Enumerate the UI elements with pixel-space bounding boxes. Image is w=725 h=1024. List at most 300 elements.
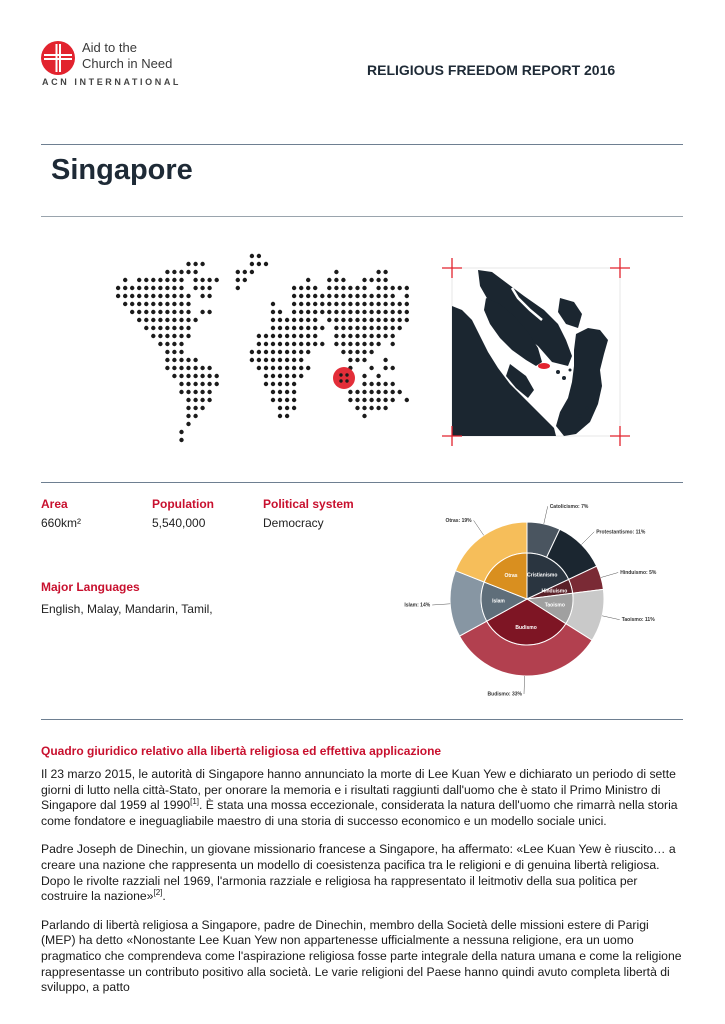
map-dot — [313, 310, 317, 314]
map-dot — [355, 286, 359, 290]
map-dot — [172, 302, 176, 306]
religion-chart — [395, 495, 665, 700]
leader-line — [432, 604, 450, 605]
map-dot — [391, 390, 395, 394]
map-dot — [292, 350, 296, 354]
map-dot — [369, 302, 373, 306]
map-dot — [355, 350, 359, 354]
map-dot — [391, 286, 395, 290]
map-dot — [172, 286, 176, 290]
map-dot — [179, 374, 183, 378]
map-dot — [200, 390, 204, 394]
map-dot — [186, 310, 190, 314]
regional-map — [440, 258, 630, 446]
map-dot — [186, 390, 190, 394]
map-dot — [383, 406, 387, 410]
map-dot — [158, 278, 162, 282]
map-dot — [151, 310, 155, 314]
map-dot — [376, 390, 380, 394]
map-dot — [236, 270, 240, 274]
map-dot — [376, 406, 380, 410]
map-dot — [250, 270, 254, 274]
map-dot — [398, 326, 402, 330]
map-dot — [376, 286, 380, 290]
map-dot — [179, 302, 183, 306]
map-dot — [278, 318, 282, 322]
map-dot — [200, 406, 204, 410]
map-dot — [306, 302, 310, 306]
map-dot — [278, 342, 282, 346]
map-dot — [299, 366, 303, 370]
map-dot — [193, 398, 197, 402]
area-label: Area — [41, 497, 68, 511]
map-dot — [369, 278, 373, 282]
map-dot — [172, 342, 176, 346]
map-dot — [207, 278, 211, 282]
map-dot — [383, 382, 387, 386]
map-dot — [369, 334, 373, 338]
map-dot — [172, 270, 176, 274]
map-dot — [193, 278, 197, 282]
map-dot — [179, 358, 183, 362]
map-dot — [391, 334, 395, 338]
map-dot — [158, 294, 162, 298]
map-dot — [362, 398, 366, 402]
map-dot — [376, 382, 380, 386]
map-dot — [158, 326, 162, 330]
map-dot — [398, 302, 402, 306]
map-dot — [186, 398, 190, 402]
map-dot — [278, 310, 282, 314]
map-dot — [250, 262, 254, 266]
map-dot — [165, 294, 169, 298]
map-dot — [369, 294, 373, 298]
map-dot — [327, 302, 331, 306]
map-dot — [299, 334, 303, 338]
map-dot — [405, 310, 409, 314]
map-dot — [158, 310, 162, 314]
map-dot — [376, 374, 380, 378]
map-dot — [207, 286, 211, 290]
map-dot — [172, 318, 176, 322]
map-dot — [362, 382, 366, 386]
map-dot — [271, 350, 275, 354]
map-dot — [179, 334, 183, 338]
page-title: Singapore — [51, 154, 193, 186]
map-dot — [278, 414, 282, 418]
inner-label-budismo: Budismo — [515, 625, 537, 631]
map-dot — [369, 310, 373, 314]
map-dot — [306, 294, 310, 298]
map-dot — [362, 294, 366, 298]
inner-label-islam: Islam — [492, 598, 505, 605]
map-dot — [391, 342, 395, 346]
map-dot — [320, 302, 324, 306]
map-dot — [186, 406, 190, 410]
map-dot — [405, 294, 409, 298]
inner-label-otras: Otras — [504, 572, 518, 579]
map-dot — [313, 302, 317, 306]
map-dot — [391, 302, 395, 306]
map-dot — [186, 334, 190, 338]
map-dot — [362, 374, 366, 378]
section-heading: Quadro giuridico relativo alla libertà religiosa ed effettiva applicazione — [41, 744, 442, 758]
map-dot — [165, 350, 169, 354]
map-dot — [165, 326, 169, 330]
map-dot — [299, 310, 303, 314]
world-map — [85, 250, 415, 445]
map-dot — [398, 318, 402, 322]
map-dot — [341, 318, 345, 322]
map-dot — [165, 334, 169, 338]
map-dot — [369, 398, 373, 402]
map-dot — [398, 390, 402, 394]
map-dot — [186, 302, 190, 306]
map-dot — [285, 390, 289, 394]
political-system-label: Political system — [263, 497, 354, 511]
map-dot — [144, 294, 148, 298]
map-dot — [278, 358, 282, 362]
divider-chart — [41, 719, 683, 720]
map-dot — [137, 278, 141, 282]
map-dot — [151, 286, 155, 290]
map-dot — [250, 358, 254, 362]
map-dot — [313, 294, 317, 298]
map-dot — [362, 286, 366, 290]
map-dot — [383, 278, 387, 282]
map-dot — [285, 414, 289, 418]
map-dot — [257, 342, 261, 346]
map-dot — [299, 342, 303, 346]
map-dot — [327, 294, 331, 298]
map-dot — [334, 334, 338, 338]
body-text — [41, 767, 686, 1009]
map-dot — [165, 342, 169, 346]
map-dot — [355, 318, 359, 322]
map-dot — [271, 390, 275, 394]
map-dot — [391, 326, 395, 330]
map-dot — [285, 350, 289, 354]
map-dot — [264, 366, 268, 370]
map-dot — [200, 262, 204, 266]
map-dot — [257, 366, 261, 370]
map-dot — [348, 334, 352, 338]
divider-maps — [41, 482, 683, 483]
map-dot — [320, 342, 324, 346]
map-dot — [172, 358, 176, 362]
map-dot — [186, 366, 190, 370]
map-dot — [236, 278, 240, 282]
map-dot — [376, 310, 380, 314]
map-dot — [341, 310, 345, 314]
map-dot — [313, 286, 317, 290]
map-dot — [186, 382, 190, 386]
map-dot — [348, 318, 352, 322]
map-dot — [383, 318, 387, 322]
map-dot — [179, 286, 183, 290]
map-dot — [327, 278, 331, 282]
map-dot — [369, 318, 373, 322]
map-dot — [179, 326, 183, 330]
map-dot — [144, 286, 148, 290]
logo-line-2: Church in Need — [82, 56, 173, 71]
map-dot — [369, 350, 373, 354]
map-dot — [383, 310, 387, 314]
map-dot — [172, 310, 176, 314]
map-dot — [376, 334, 380, 338]
map-dot — [348, 310, 352, 314]
map-dot — [193, 286, 197, 290]
map-dot — [334, 270, 338, 274]
map-dot — [306, 278, 310, 282]
map-dot — [383, 286, 387, 290]
map-dot — [341, 278, 345, 282]
map-dot — [158, 334, 162, 338]
map-dot — [341, 342, 345, 346]
map-dot — [306, 286, 310, 290]
population-label: Population — [152, 497, 214, 511]
map-dot — [257, 350, 261, 354]
map-dot — [383, 390, 387, 394]
map-dot — [355, 342, 359, 346]
map-dot — [391, 366, 395, 370]
map-dot — [278, 374, 282, 378]
map-dot — [186, 318, 190, 322]
map-dot — [341, 326, 345, 330]
map-dot — [285, 334, 289, 338]
map-dot — [207, 398, 211, 402]
footnote-ref-2[interactable]: [2] — [153, 888, 163, 898]
map-dot — [292, 358, 296, 362]
map-dot — [362, 326, 366, 330]
map-dot — [116, 294, 120, 298]
map-dot — [165, 358, 169, 362]
map-dot — [193, 262, 197, 266]
map-dot — [179, 350, 183, 354]
map-dot — [376, 318, 380, 322]
map-dot — [334, 310, 338, 314]
map-dot — [151, 294, 155, 298]
map-dot — [271, 302, 275, 306]
map-dot — [186, 422, 190, 426]
map-dot — [158, 302, 162, 306]
map-dot — [144, 318, 148, 322]
map-dot — [285, 374, 289, 378]
map-dot — [362, 302, 366, 306]
map-dot — [179, 430, 183, 434]
map-dot — [278, 406, 282, 410]
map-dot — [313, 334, 317, 338]
map-dot — [179, 342, 183, 346]
map-dot — [186, 374, 190, 378]
population-value: 5,540,000 — [152, 516, 206, 530]
map-dot — [383, 334, 387, 338]
map-dot — [362, 342, 366, 346]
map-dot — [271, 310, 275, 314]
map-dot — [405, 398, 409, 402]
map-dot — [264, 262, 268, 266]
map-dot — [200, 366, 204, 370]
map-dot — [215, 382, 219, 386]
map-dot — [320, 326, 324, 330]
outer-label-taoismo: Taoismo: 11% — [621, 617, 655, 624]
map-dot — [362, 406, 366, 410]
map-dot — [200, 398, 204, 402]
map-dot — [172, 374, 176, 378]
map-dot — [123, 278, 127, 282]
map-dot — [362, 310, 366, 314]
map-dot — [271, 382, 275, 386]
map-dot — [334, 286, 338, 290]
map-dot — [271, 334, 275, 338]
map-dot — [334, 302, 338, 306]
map-dot — [179, 390, 183, 394]
map-dot — [292, 366, 296, 370]
map-dot — [334, 294, 338, 298]
map-dot — [391, 318, 395, 322]
leader-line — [602, 616, 620, 620]
map-dot — [250, 350, 254, 354]
map-dot — [165, 318, 169, 322]
map-dot — [243, 278, 247, 282]
paragraph-2: Padre Joseph de Dinechin, un giovane missionario francese a Singapore, ha affermato: «Lee Kuan Yew è riuscito… a creare una nazione che rappresenta un modello di coesistenza pacifica tra le religioni e di genuina libertà religiosa. Dopo le rivolte razziali nel 1969, l'armonia razziale e religiosa ha rappresentato il leitmotiv della sua politica per costruire la nazione»[2]. — [41, 842, 676, 904]
map-dot — [137, 286, 141, 290]
logo-line-1: Aid to the — [82, 40, 137, 55]
map-dot — [376, 342, 380, 346]
map-dot — [151, 326, 155, 330]
map-dot — [362, 350, 366, 354]
map-dot — [179, 366, 183, 370]
map-dot — [193, 414, 197, 418]
map-dot — [137, 318, 141, 322]
map-dot — [362, 278, 366, 282]
map-dot — [334, 278, 338, 282]
map-dot — [306, 318, 310, 322]
leader-line — [581, 532, 594, 545]
map-dot — [383, 270, 387, 274]
map-dot — [278, 390, 282, 394]
map-dot — [130, 286, 134, 290]
map-dot — [257, 254, 261, 258]
divider-top — [41, 144, 683, 145]
map-dot — [200, 278, 204, 282]
map-dot — [355, 358, 359, 362]
map-dot — [306, 310, 310, 314]
footnote-ref-1[interactable]: [1] — [190, 797, 199, 807]
map-dot — [123, 302, 127, 306]
map-dot — [200, 286, 204, 290]
map-dot — [193, 270, 197, 274]
map-dot — [285, 382, 289, 386]
map-dot — [348, 390, 352, 394]
map-dot — [292, 310, 296, 314]
map-dot — [292, 406, 296, 410]
map-dot — [278, 398, 282, 402]
map-dot — [376, 270, 380, 274]
map-dot — [186, 414, 190, 418]
map-dot — [151, 302, 155, 306]
map-dot — [292, 318, 296, 322]
map-dot — [299, 286, 303, 290]
map-dot — [376, 278, 380, 282]
map-dot — [391, 382, 395, 386]
map-dot — [278, 382, 282, 386]
map-dot — [341, 294, 345, 298]
map-dot — [327, 318, 331, 322]
map-dot — [193, 366, 197, 370]
map-dot — [299, 350, 303, 354]
map-dot — [348, 342, 352, 346]
map-dot — [292, 302, 296, 306]
map-dot — [383, 358, 387, 362]
map-dot — [186, 262, 190, 266]
map-dot — [383, 398, 387, 402]
map-dot — [179, 310, 183, 314]
map-dot — [207, 366, 211, 370]
map-dot — [285, 398, 289, 402]
map-dot — [193, 406, 197, 410]
map-dot — [362, 318, 366, 322]
map-dot — [383, 326, 387, 330]
map-dot — [207, 390, 211, 394]
map-dot — [348, 398, 352, 402]
map-dot — [215, 278, 219, 282]
leader-line — [601, 573, 618, 578]
map-dot — [271, 398, 275, 402]
acn-logo[interactable] — [40, 38, 200, 90]
map-dot — [376, 302, 380, 306]
map-dot — [299, 294, 303, 298]
map-dot — [151, 318, 155, 322]
map-dot — [179, 270, 183, 274]
map-dot — [348, 350, 352, 354]
map-dot — [362, 414, 366, 418]
map-dot — [355, 390, 359, 394]
outer-label-catolicismo: Catolicismo: 7% — [549, 503, 589, 510]
map-dot — [137, 294, 141, 298]
map-dot — [236, 286, 240, 290]
map-dot — [271, 318, 275, 322]
map-dot — [186, 358, 190, 362]
map-dot — [306, 366, 310, 370]
map-dot — [207, 310, 211, 314]
map-dot — [341, 350, 345, 354]
report-title: RELIGIOUS FREEDOM REPORT 2016 — [367, 62, 616, 78]
map-dot — [130, 294, 134, 298]
map-dot — [313, 342, 317, 346]
map-dot — [334, 318, 338, 322]
outer-label-hinduismo: Hinduismo: 5% — [620, 570, 657, 576]
map-dot — [313, 318, 317, 322]
map-dot — [369, 366, 373, 370]
map-dot — [369, 326, 373, 330]
map-dot — [264, 374, 268, 378]
logo-line-3: ACN INTERNATIONAL — [42, 77, 182, 87]
map-dot — [355, 398, 359, 402]
map-dot — [299, 302, 303, 306]
map-dot — [299, 374, 303, 378]
map-dot — [151, 278, 155, 282]
map-dot — [327, 286, 331, 290]
map-dot — [292, 398, 296, 402]
map-dot — [376, 326, 380, 330]
map-dot — [200, 374, 204, 378]
map-dot — [334, 342, 338, 346]
map-dot — [271, 358, 275, 362]
map-dot — [172, 366, 176, 370]
map-dot — [165, 366, 169, 370]
map-dot — [299, 318, 303, 322]
